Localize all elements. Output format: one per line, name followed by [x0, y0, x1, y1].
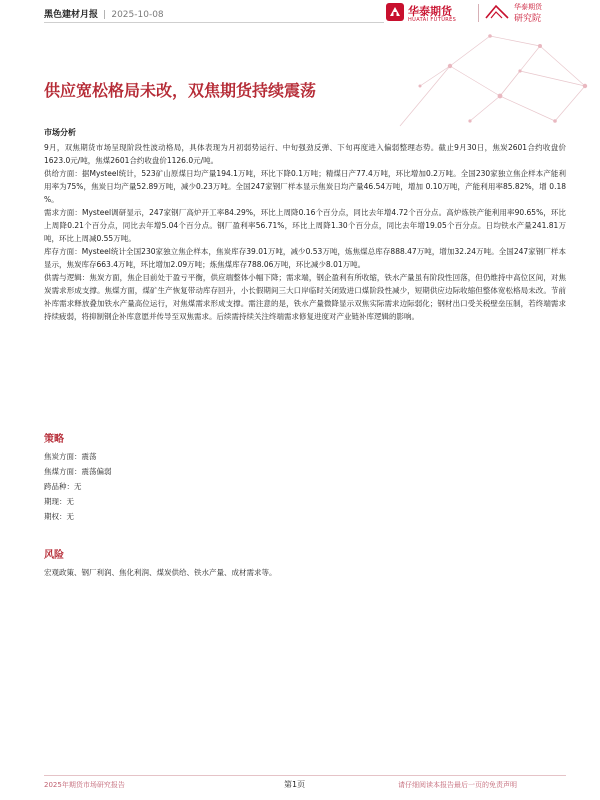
- report-name: 黑色建材月报: [44, 10, 99, 20]
- market-paragraph-inventory: 库存方面：Mysteel统计全国230家独立焦企样本，焦炭库存39.01万吨，减少0.53万吨，炼焦煤总库存888.47万吨，增加32.24万吨。全国247家钢厂样本显示，焦炭库存663.4万吨，环比增加2.09万吨；炼焦煤库存788.06万吨，环比减少8.01万吨。: [44, 247, 566, 269]
- market-analysis-section: [44, 127, 566, 323]
- research-institute-logo: [484, 2, 560, 26]
- page-title: 供应宽松格局未改，双焦期货持续震荡: [44, 81, 317, 100]
- risk-heading: 风险: [44, 550, 64, 561]
- institute-logo-icon: [484, 3, 510, 21]
- logo-divider: [478, 4, 479, 22]
- strategy-line-basis: 期现：无: [44, 497, 74, 506]
- header-rule: [44, 22, 384, 23]
- strategy-line-options: 期权：无: [44, 512, 74, 521]
- risk-section: [44, 546, 566, 579]
- footer-report-series: 2025年期货市场研究报告: [44, 781, 125, 789]
- huatai-logo-icon: [386, 3, 404, 21]
- strategy-heading: 策略: [44, 434, 64, 445]
- decorative-network-graphic: [380, 26, 600, 138]
- strategy-line-cross-variety: 跨品种：无: [44, 482, 82, 491]
- footer-disclaimer-note: 请仔细阅读本报告最后一页的免责声明: [398, 781, 517, 789]
- logo-en-text: HUATAI FUTURES: [408, 17, 457, 23]
- logo-cn-text: 华泰期货: [408, 5, 452, 18]
- strategy-line-coke: 焦炭方面：震荡: [44, 452, 97, 461]
- strategy-section: [44, 430, 566, 524]
- market-paragraph-demand: 需求方面：Mysteel调研显示，247家钢厂高炉开工率84.29%，环比上周降0.16个百分点，同比去年增4.72个百分点。高炉炼铁产能利用率90.65%，环比上周降0.21个百分点，同比去年增5.04个百分点。钢厂盈利率56.71%，环比上周降1.30个百分点，同比去年增19.05个百分点。日均铁水产量241.81万吨，环比上周减0.55万吨。: [44, 208, 566, 243]
- footer-rule: [44, 775, 566, 776]
- market-analysis-heading: 市场分析: [44, 128, 76, 137]
- risk-line: 宏观政策、钢厂利润、焦化利润、煤炭供给、铁水产量、成材需求等。: [44, 568, 277, 577]
- report-label: [44, 7, 164, 20]
- huatai-futures-logo: [386, 2, 486, 26]
- report-date: 2025-10-08: [111, 10, 164, 20]
- strategy-line-coking-coal: 焦煤方面：震荡偏弱: [44, 467, 112, 476]
- header-separator: |: [103, 10, 107, 20]
- page-number: 第1页: [284, 780, 306, 789]
- page-header: [0, 0, 600, 26]
- institute-line2: 研究院: [514, 14, 542, 24]
- institute-line1: 华泰期货: [514, 3, 542, 11]
- market-paragraph-supply: 供给方面：据Mysteel统计，523矿山原煤日均产量194.1万吨，环比下降0.1万吨；精煤日产77.4万吨，环比增加0.2万吨。全国230家独立焦企样本产能利用率为75%，焦炭日均产量52.89万吨，减少0.23万吨。全国247家钢厂样本显示焦炭日均产量46.54万吨，增加 0.10万吨，产能利用率85.82%，增 0.18 %。: [44, 169, 566, 204]
- market-paragraph-summary: 9月，双焦期货市场呈现阶段性波动格局，具体表现为月初弱势运行、中旬强劲反弹、下旬再度进入偏弱整理态势。截止9月30日，焦炭2601合约收盘价1623.0元/吨，焦煤2601合约收盘价1126.0元/吨。: [44, 143, 566, 165]
- market-paragraph-logic: 供需与逻辑：焦炭方面，焦企目前处于盈亏平衡，供应端整体小幅下降；需求端，钢企盈利有所收缩，铁水产量虽有阶段性回落，但仍维持中高位区间，对焦炭需求形成支撑。焦煤方面，煤矿生产恢复带动库存回升，小长假期间三大口岸临时关闭致进口煤阶段性减少，短期供应边际收缩但整体宽松格局未改。节前补库需求释放叠加铁水产量高位运行，对焦煤需求形成支撑。需注意的是，铁水产量微降显示双焦实际需求边际弱化；钢材出口受关税壁垒压制，若终端需求持续疲弱，将抑制钢企补库意愿并传导至双焦需求。后续需持续关注终端需求修复进度对产业链补库逻辑的影响。: [44, 273, 566, 321]
